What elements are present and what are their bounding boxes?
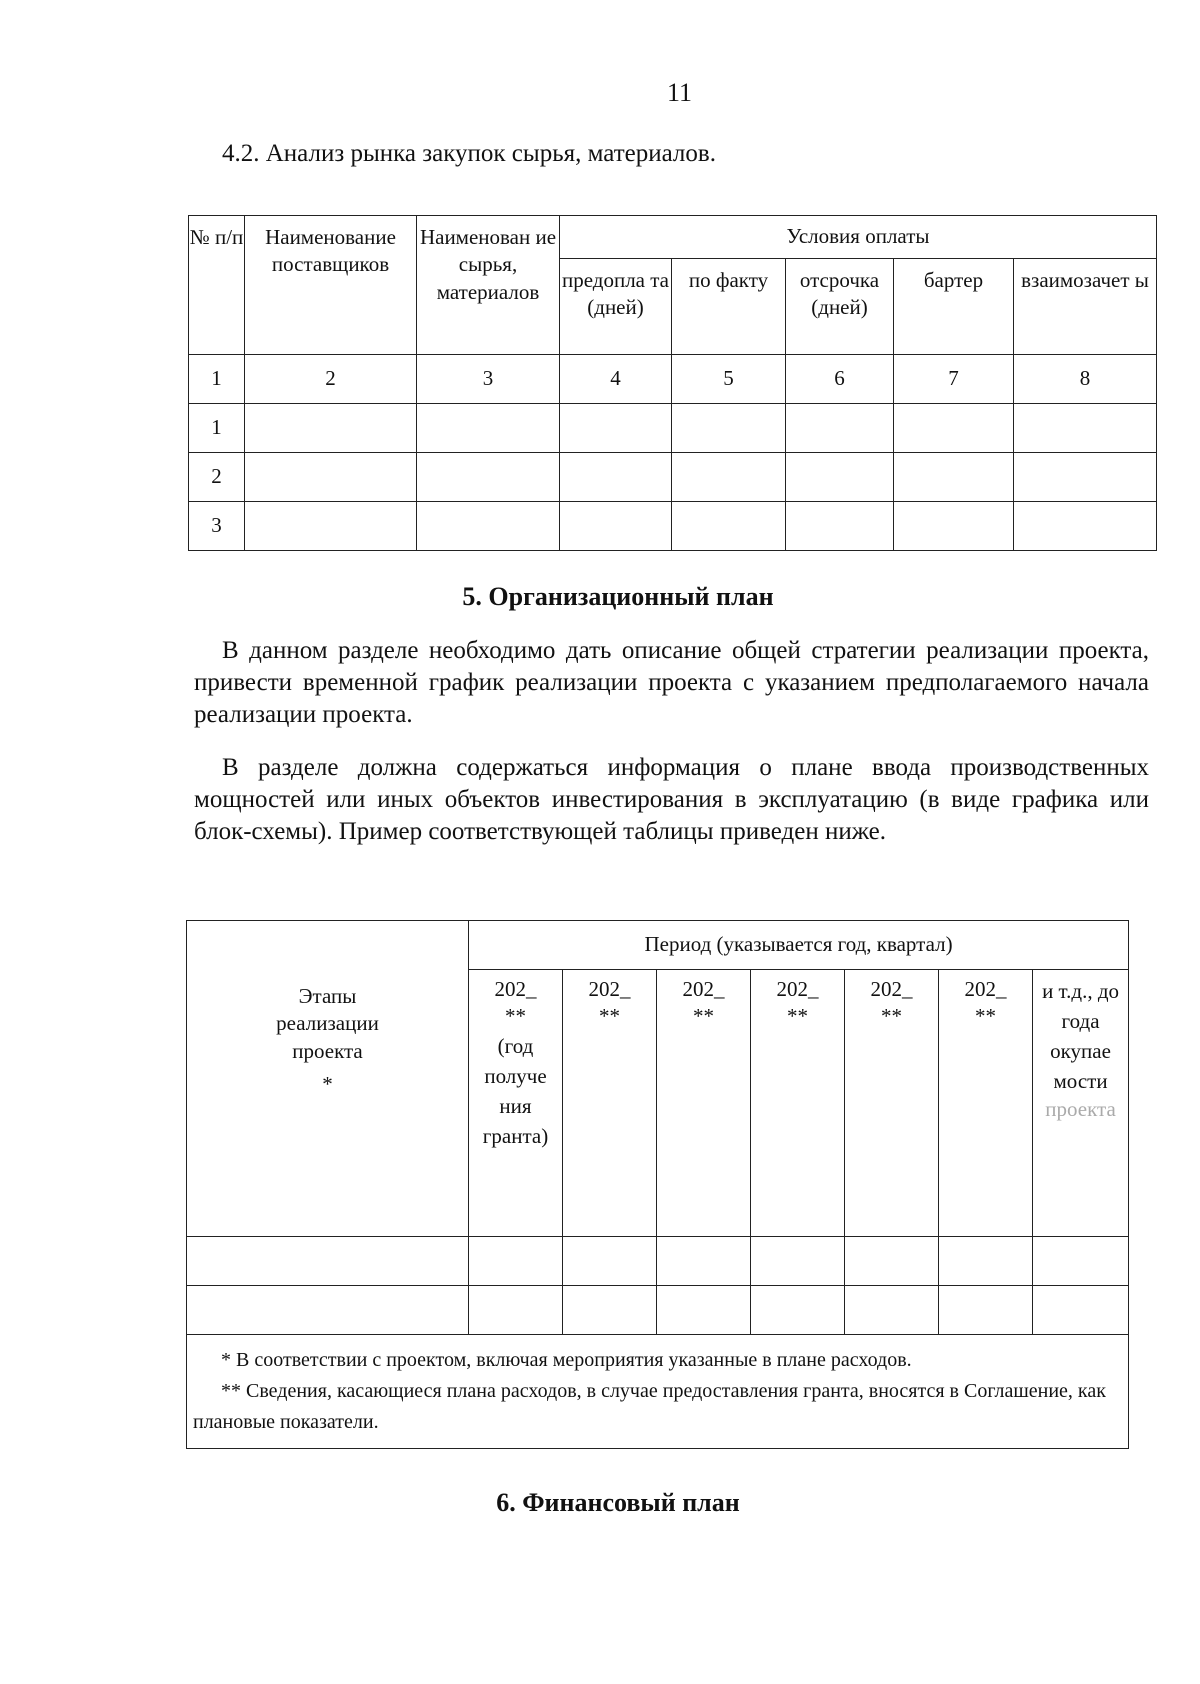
table-cell (417, 453, 560, 502)
period-year: 202_ (964, 977, 1007, 1001)
row-number: 3 (189, 502, 245, 551)
table-cell (187, 1237, 469, 1286)
table-cell (751, 1286, 845, 1335)
table-cell (657, 1286, 751, 1335)
paragraph-text: В данном разделе необходимо дать описание общей стратегии реализации проекта, привести временной график реализации проекта с указанием предполагаемого начала реализации проекта. (194, 637, 1149, 728)
column-number: 4 (560, 355, 672, 404)
period-cell (751, 970, 845, 1237)
period-cell (845, 970, 939, 1237)
stages-header-label: Этапы реализации проекта (276, 984, 379, 1063)
table-cell (417, 404, 560, 453)
period-cell-first (469, 970, 563, 1237)
header-suppliers: Наименование поставщиков (245, 216, 417, 355)
period-header: Период (указывается год, квартал) (469, 921, 1129, 970)
header-num: № п/п (189, 216, 245, 355)
table-row (189, 404, 1157, 453)
section-title: 6. Финансовый план (496, 1488, 740, 1517)
period-year: 202_ (494, 977, 537, 1001)
table-cell (751, 1237, 845, 1286)
period-mark: ** (975, 1004, 996, 1029)
period-mark: ** (505, 1004, 526, 1029)
footnote-1: * В соответствии с проектом, включая мероприятия указанные в плане расходов. (221, 1349, 912, 1371)
subsection-title: 4.2. Анализ рынка закупок сырья, материалов. (222, 140, 716, 167)
period-mark: ** (693, 1004, 714, 1029)
period-year: 202_ (682, 977, 725, 1001)
column-number: 8 (1014, 355, 1157, 404)
table-cell (187, 1286, 469, 1335)
paragraph-text: В разделе должна содержаться информация о плане ввода производственных мощностей или иных объектов инвестирования в эксплуатацию (в виде графика или блок-схемы). Пример соответствующей таблицы приведен ниже. (194, 754, 1149, 845)
period-mark: ** (881, 1004, 902, 1029)
table-cell (469, 1286, 563, 1335)
table-cell (560, 404, 672, 453)
table-cell (939, 1286, 1033, 1335)
page-number: 11 (667, 78, 693, 107)
period-year: 202_ (588, 977, 631, 1001)
table-cell (845, 1237, 939, 1286)
table-row (187, 1237, 1129, 1286)
table-cell (1014, 453, 1157, 502)
period-year: 202_ (870, 977, 913, 1001)
table-cell (563, 1286, 657, 1335)
table-cell (245, 404, 417, 453)
column-number-row (189, 355, 1157, 404)
period-cell (657, 970, 751, 1237)
header-fact: по факту (672, 259, 786, 355)
table-cell (560, 453, 672, 502)
stages-header-mark: * (322, 1071, 333, 1096)
header-prepay: предопла та (дней) (560, 259, 672, 355)
footnote-2: ** Сведения, касающиеся плана расходов, в случае предоставления гранта, вносятся в Соглашение, как плановые показатели. (193, 1380, 1106, 1433)
table-cell (1033, 1237, 1129, 1286)
table-cell (894, 404, 1014, 453)
column-number: 2 (245, 355, 417, 404)
table-cell (245, 502, 417, 551)
header-payment-terms: Условия оплаты (560, 216, 1157, 259)
table-cell (845, 1286, 939, 1335)
table-cell (786, 502, 894, 551)
row-number: 2 (189, 453, 245, 502)
period-mark: ** (787, 1004, 808, 1029)
table-cell (417, 502, 560, 551)
paragraph (194, 635, 1149, 731)
table-cell (560, 502, 672, 551)
section-title: 5. Организационный план (462, 582, 774, 611)
header-materials: Наименован ие сырья, материалов (417, 216, 560, 355)
period-last-text: и т.д., до года окупае мости (1042, 979, 1120, 1093)
header-deferral: отсрочка (дней) (786, 259, 894, 355)
column-number: 7 (894, 355, 1014, 404)
table-cell (672, 502, 786, 551)
table-cell (672, 404, 786, 453)
table-cell (672, 453, 786, 502)
header-offset: взаимозачет ы (1014, 259, 1157, 355)
paragraph (194, 752, 1149, 848)
table-cell (894, 502, 1014, 551)
period-year: 202_ (776, 977, 819, 1001)
table-cell (786, 404, 894, 453)
table-footnotes (187, 1335, 1129, 1449)
period-cell-last (1033, 970, 1129, 1237)
column-number: 5 (672, 355, 786, 404)
schedule-table (186, 920, 1129, 1449)
period-last-faded: проекта (1045, 1097, 1116, 1121)
period-mark: ** (599, 1004, 620, 1029)
table-cell (657, 1237, 751, 1286)
table-cell (563, 1237, 657, 1286)
column-number: 1 (189, 355, 245, 404)
table-cell (469, 1237, 563, 1286)
table-cell (894, 453, 1014, 502)
table-cell (1014, 404, 1157, 453)
supplier-table (188, 215, 1157, 551)
table-cell (786, 453, 894, 502)
column-number: 3 (417, 355, 560, 404)
row-number: 1 (189, 404, 245, 453)
table-cell (1014, 502, 1157, 551)
table-cell (939, 1237, 1033, 1286)
table-cell (245, 453, 417, 502)
header-barter: бартер (894, 259, 1014, 355)
column-number: 6 (786, 355, 894, 404)
period-note: (год получе ния гранта) (482, 1033, 549, 1148)
period-cell (939, 970, 1033, 1237)
table-row (189, 502, 1157, 551)
stages-header (187, 921, 469, 1237)
table-row (187, 1286, 1129, 1335)
table-cell (1033, 1286, 1129, 1335)
period-cell (563, 970, 657, 1237)
table-row (189, 453, 1157, 502)
